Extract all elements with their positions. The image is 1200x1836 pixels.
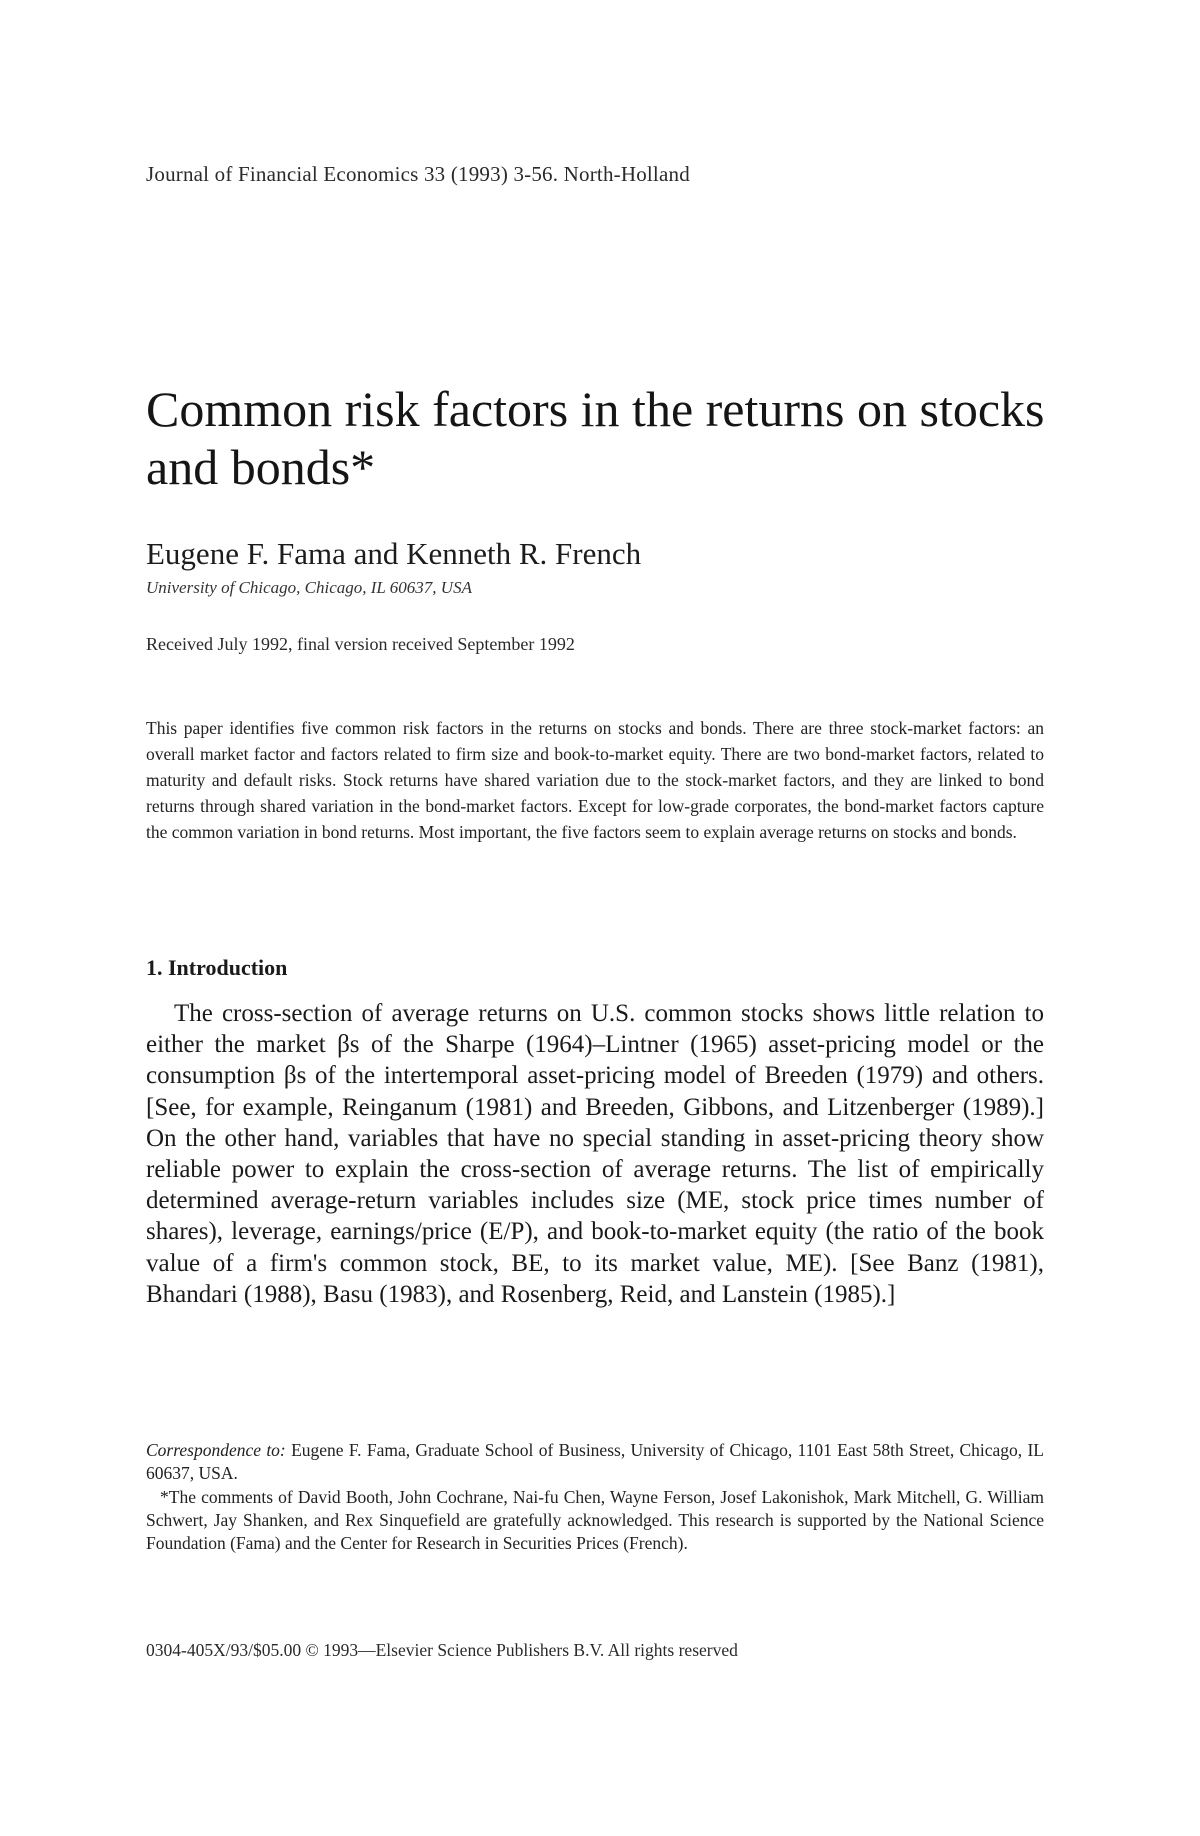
- correspondence-footnote: [146, 1439, 1044, 1485]
- correspondence-label: Correspondence to:: [146, 1440, 286, 1460]
- paper-title: Common risk factors in the returns on stocks and bonds*: [146, 381, 1045, 495]
- acknowledgment-footnote: *The comments of David Booth, John Cochrane, Nai-fu Chen, Wayne Ferson, Josef Lakonishok, Mark Mitchell, G. William Schwert, Jay Shanken, and Rex Sinquefield are gratefully acknowledged. This research is supported by the National Science Foundation (Fama) and the Center for Research in Securities Prices (French).: [146, 1487, 1044, 1553]
- authors: Eugene F. Fama and Kenneth R. French: [146, 536, 642, 571]
- copyright-line: 0304-405X/93/$05.00 © 1993—Elsevier Science Publishers B.V. All rights reserved: [146, 1640, 738, 1660]
- journal-header: Journal of Financial Economics 33 (1993) 3-56. North-Holland: [146, 162, 690, 186]
- correspondence-text: Eugene F. Fama, Graduate School of Business, University of Chicago, 1101 East 58th Street, Chicago, IL 60637, USA.: [146, 1440, 1044, 1483]
- abstract: This paper identifies five common risk factors in the returns on stocks and bonds. There are three stock-market factors: an overall market factor and factors related to firm size and book-to-market equity. There are two bond-market factors, related to maturity and default risks. Stock returns have shared variation due to the stock-market factors, and they are linked to bond returns through shared variation in the bond-market factors. Except for low-grade corporates, the bond-market factors capture the common variation in bond returns. Most important, the five factors seem to explain average returns on stocks and bonds.: [146, 718, 1044, 842]
- affiliation: University of Chicago, Chicago, IL 60637, USA: [146, 578, 472, 597]
- introduction-paragraph: The cross-section of average returns on U.S. common stocks shows little relation to either the market βs of the Sharpe (1964)–Lintner (1965) asset-pricing model or the consumption βs of the intertemporal asset-pricing model of Breeden (1979) and others. [See, for example, Reinganum (1981) and Breeden, Gibbons, and Litzenberger (1989).] On the other hand, variables that have no special standing in asset-pricing theory show reliable power to explain the cross-section of average returns. The list of empirically determined average-return variables includes size (ME, stock price times number of shares), leverage, earnings/price (E/P), and book-to-market equity (the ratio of the book value of a firm's common stock, BE, to its market value, ME). [See Banz (1981), Bhandari (1988), Basu (1983), and Rosenberg, Reid, and Lanstein (1985).]: [146, 1000, 1044, 1308]
- received-dates: Received July 1992, final version received September 1992: [146, 634, 575, 654]
- section-heading-introduction: 1. Introduction: [146, 955, 288, 980]
